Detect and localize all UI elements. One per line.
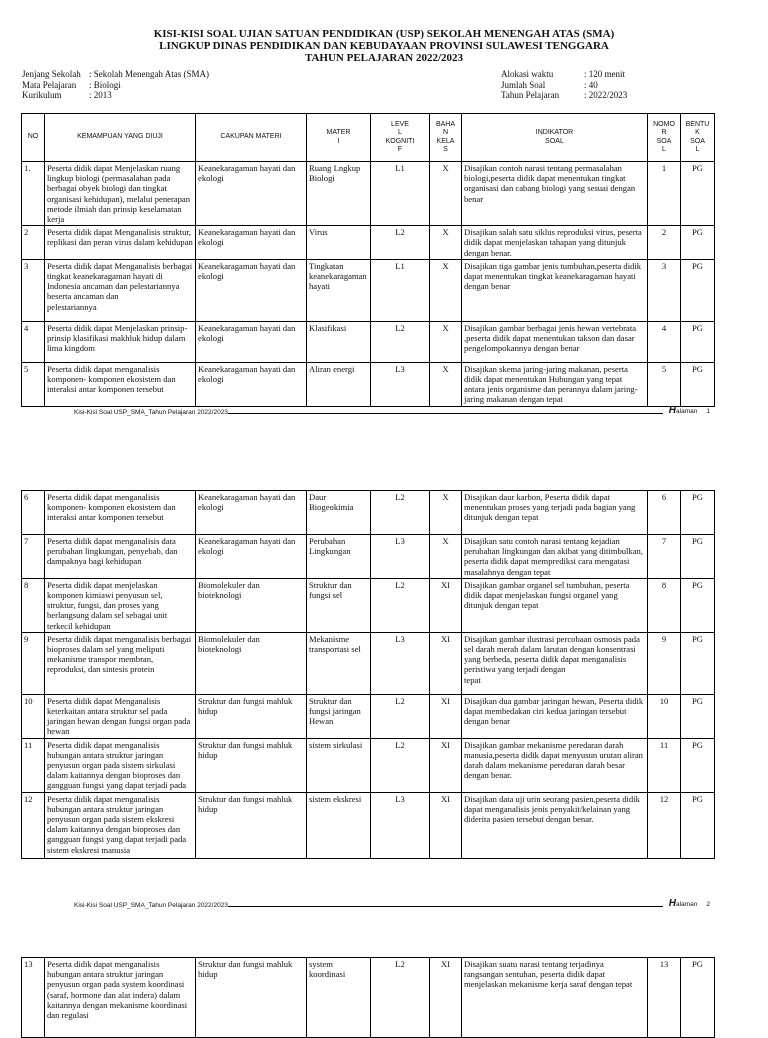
cell-kelas: X: [430, 491, 462, 535]
col-header-no: NO: [22, 114, 45, 162]
cell-no: 13: [22, 958, 45, 1038]
cell-kemampuan: Peserta didik dapat menganalisis data perubahan lingkungan, penyebab, dan dampaknya bagi kehidupan: [45, 535, 196, 579]
cell-level: L3: [371, 792, 430, 858]
col-header-materi: MATER I: [307, 114, 371, 162]
cell-nomor: 1: [648, 162, 681, 226]
cell-kelas: X: [430, 321, 462, 362]
cell-no: 12: [22, 792, 45, 858]
cell-bentuk: PG: [681, 632, 715, 694]
cell-indikator: Disajikan gambar organel sel tumbuhan, peserta didik dapat menjelaskan fungsi organel yang ditunjuk dengan tepat: [462, 578, 648, 632]
col-header-bahan-kelas: BAHA N KELA S: [430, 114, 462, 162]
cell-kemampuan: Peserta didik dapat menganalisis hubungan antara struktur jaringan penyusun organ pada sistem sirkulasi dalam kaitannya dengan bioproses dan gangguan fungsi yang dapat terjadi pada: [45, 738, 196, 792]
cell-bentuk: PG: [681, 226, 715, 260]
cell-kemampuan: Peserta didik dapat menganalisis komponen- komponen ekosistem dan interaksi antar komponen tersebut: [45, 362, 196, 406]
cell-kelas: X: [430, 362, 462, 406]
cell-level: L2: [371, 694, 430, 738]
cell-bentuk: PG: [681, 958, 715, 1038]
cell-level: L2: [371, 321, 430, 362]
cell-no: 6: [22, 491, 45, 535]
cell-cakupan: Keanekaragaman hayati dan ekologi: [196, 226, 307, 260]
cell-bentuk: PG: [681, 792, 715, 858]
col-header-nomor-soal: NOMO R SOA L: [648, 114, 681, 162]
cell-bentuk: PG: [681, 162, 715, 226]
footer-page-number: 1: [706, 408, 710, 415]
cell-no: 1.: [22, 162, 45, 226]
cell-materi: Struktur dan fungsi sel: [307, 578, 371, 632]
cell-level: L2: [371, 738, 430, 792]
cell-nomor: 10: [648, 694, 681, 738]
cell-indikator: Disajikan gambar berbagai jenis hewan vertebrata ,peserta didik dapat menentukan takson dan dasar pengelompokannya dengan benar: [462, 321, 648, 362]
cell-indikator: Disajikan skema jaring-jaring makanan, peserta didik dapat menentukan Hubungan yang tepat antara jenis organisme dan perannya dalam jaring-jaring makanan dengan tepat: [462, 362, 648, 406]
cell-kelas: X: [430, 226, 462, 260]
col-header-cakupan: CAKUPAN MATERI: [196, 114, 307, 162]
footer-page-label: Halaman 1: [668, 405, 710, 416]
meta-label: Jenjang Sekolah: [22, 69, 81, 79]
meta-label: Tahun Pelajaran: [501, 90, 560, 100]
table-row: [22, 259, 715, 321]
cell-nomor: 2: [648, 226, 681, 260]
table-header-row: [22, 114, 715, 162]
cell-nomor: 12: [648, 792, 681, 858]
cell-no: 11: [22, 738, 45, 792]
cell-nomor: 5: [648, 362, 681, 406]
cell-kelas: X: [430, 259, 462, 321]
table-row: [22, 362, 715, 406]
cell-materi: system koordinasi: [307, 958, 371, 1038]
cell-kemampuan: Peserta didik dapat menganalisis hubungan antara struktur jaringan penyusun organ pada sistem ekskresi dalam kaitannya dengan bioproses dan gangguan fungsi yang dapat terjadi pada sistem ekskresi manusia: [45, 792, 196, 858]
cell-kemampuan: Peserta didik dapat menganalisis hubungan antara struktur jaringan penyusun organ pada system koordinasi (saraf, hormone dan alat indera) dalam kaitannya dengan mekanisme koordinasi dan regulasi: [45, 958, 196, 1038]
footer-text: Kisi-Kisi Soal USP_SMA_Tahun Pelajaran 2022/2023: [74, 902, 228, 909]
table-row: [22, 162, 715, 226]
col-header-kemampuan: KEMAMPUAN YANG DIUJI: [45, 114, 196, 162]
footer-rule: [228, 412, 663, 414]
cell-indikator: Disajikan suatu narasi tentang terjadinya rangsangan sentuhan, peserta didik dapat menjelaskan mekanisme kerja saraf dengan tepat: [462, 958, 648, 1038]
cell-no: 2: [22, 226, 45, 260]
cell-cakupan: Struktur dan fungsi mahluk hidup: [196, 738, 307, 792]
meta-value: : 2022/2023: [584, 90, 628, 100]
cell-nomor: 4: [648, 321, 681, 362]
footer-text: Kisi-Kisi Soal USP_SMA_Tahun Pelajaran 2022/2023: [74, 409, 228, 416]
cell-level: L3: [371, 362, 430, 406]
cell-kelas: XI: [430, 694, 462, 738]
cell-nomor: 6: [648, 491, 681, 535]
cell-kelas: XI: [430, 958, 462, 1038]
table-row: [22, 535, 715, 579]
cell-materi: Klasifikasi: [307, 321, 371, 362]
kisi-kisi-table-page-3: [21, 957, 715, 1038]
cell-materi: Perubahan Lingkungan: [307, 535, 371, 579]
cell-cakupan: Keanekaragaman hayati dan ekologi: [196, 259, 307, 321]
cell-kelas: XI: [430, 792, 462, 858]
cell-bentuk: PG: [681, 491, 715, 535]
cell-materi: Tingkatan keanekaragaman hayati: [307, 259, 371, 321]
meta-label: Jumlah Soal: [501, 79, 546, 90]
cell-bentuk: PG: [681, 259, 715, 321]
meta-right: [501, 69, 627, 101]
cell-no: 7: [22, 535, 45, 579]
cell-no: 10: [22, 694, 45, 738]
table-row: [22, 694, 715, 738]
cell-nomor: 7: [648, 535, 681, 579]
meta-value: : 2013: [89, 90, 112, 100]
table-row: [22, 958, 715, 1038]
cell-cakupan: Biomolekuler dan bioteknologi: [196, 578, 307, 632]
table-row: [22, 792, 715, 858]
meta-left: [22, 69, 209, 101]
cell-no: 3: [22, 259, 45, 321]
table-row: [22, 738, 715, 792]
col-header-level: LEVE L KOGNITI F: [371, 114, 430, 162]
cell-nomor: 13: [648, 958, 681, 1038]
cell-kemampuan: Peserta didik dapat Menganalisis keterkaitan antara struktur sel pada jaringan hewan dengan fungsi organ pada hewan: [45, 694, 196, 738]
footer-page-label: Halaman 2: [668, 898, 710, 909]
meta-label: Alokasi waktu: [501, 69, 554, 79]
cell-materi: Mekanisme transportasi sel: [307, 632, 371, 694]
col-header-indikator: INDIKATOR SOAL: [462, 114, 648, 162]
cell-kemampuan: Peserta didik dapat Menganalisis berbagai tingkat keanekaragaman hayati di Indonesia ancaman dan pelestariannya beserta ancaman dan pelestariannya: [45, 259, 196, 321]
cell-materi: Aliran energi: [307, 362, 371, 406]
cell-level: L2: [371, 226, 430, 260]
cell-nomor: 8: [648, 578, 681, 632]
cell-cakupan: Keanekaragaman hayati dan ekologi: [196, 491, 307, 535]
page-footer-1: [74, 405, 710, 416]
table-row: [22, 578, 715, 632]
cell-indikator: Disajikan gambar ilustrasi percobaan osmosis pada sel darah merah dalam larutan dengan konsentrasi yang berbeda, peserta didik dapat menganalisis peristiwa yang terjadi dengan tepat: [462, 632, 648, 694]
cell-kemampuan: Peserta didik dapat Menjelaskan prinsip-prinsip klasifikasi makhluk hidup dalam lima kingdom: [45, 321, 196, 362]
cell-materi: sistem sirkulasi: [307, 738, 371, 792]
cell-kemampuan: Peserta didik dapat menjelaskan komponen kimiawi penyusun sel, struktur, fungsi, dan proses yang berlangsung dalam sel sebagai unit terkecil kehidupan: [45, 578, 196, 632]
meta-value: : 40: [584, 79, 598, 90]
cell-bentuk: PG: [681, 321, 715, 362]
table-row: [22, 491, 715, 535]
doc-title-line-3: TAHUN PELAJARAN 2022/2023: [304, 52, 464, 64]
cell-level: L2: [371, 958, 430, 1038]
cell-cakupan: Struktur dan fungsi mahluk hidup: [196, 958, 307, 1038]
cell-materi: Virus: [307, 226, 371, 260]
cell-cakupan: Struktur dan fungsi mahluk hidup: [196, 792, 307, 858]
table-row: [22, 321, 715, 362]
cell-cakupan: Keanekaragaman hayati dan ekologi: [196, 162, 307, 226]
cell-nomor: 11: [648, 738, 681, 792]
kisi-kisi-table-page-2: [21, 490, 715, 859]
cell-materi: Struktur dan fungsi jaringan Hewan: [307, 694, 371, 738]
cell-cakupan: Keanekaragaman hayati dan ekologi: [196, 321, 307, 362]
table-row: [22, 226, 715, 260]
cell-kelas: X: [430, 535, 462, 579]
cell-kelas: XI: [430, 578, 462, 632]
cell-kemampuan: Peserta didik dapat menganalisis berbagai bioproses dalam sel yang meliputi mekanisme transpor membran, reproduksi, dan sintesis protein: [45, 632, 196, 694]
footer-page-number: 2: [706, 901, 710, 908]
cell-indikator: Disajikan gambar mekanisme peredaran darah manusia,peserta didik dapat menyusun urutan aliran darah dalam mekanisme peredaran darah besar dengan benar.: [462, 738, 648, 792]
cell-nomor: 9: [648, 632, 681, 694]
meta-value: : Sekolah Menengah Atas (SMA): [89, 69, 209, 79]
cell-materi: Daur Biogeokimia: [307, 491, 371, 535]
cell-cakupan: Keanekaragaman hayati dan ekologi: [196, 362, 307, 406]
cell-level: L3: [371, 632, 430, 694]
doc-title-line-1: KISI-KISI SOAL UJIAN SATUAN PENDIDIKAN (USP) SEKOLAH MENENGAH ATAS (SMA): [153, 28, 615, 40]
cell-materi: sistem ekskresi: [307, 792, 371, 858]
cell-kemampuan: Peserta didik dapat Menganalisis struktur, replikasi dan peran virus dalam kehidupan: [45, 226, 196, 260]
cell-bentuk: PG: [681, 738, 715, 792]
cell-indikator: Disajikan contoh narasi tentang permasalahan biologi,peserta didik dapat menentukan tingkat organisasi dan cabang biologi yang sesuai dengan benar: [462, 162, 648, 226]
doc-title-line-2: LINGKUP DINAS PENDIDIKAN DAN KEBUDAYAAN PROVINSI SULAWESI TENGGARA: [159, 40, 609, 52]
cell-level: L1: [371, 259, 430, 321]
cell-kemampuan: Peserta didik dapat Menjelaskan ruang lingkup biologi (permasalahan pada berbagai obyek biologi dan tingkat organisasi kehidupan), melalui penerapan metode ilmiah dan prinsip keselamatan kerja: [45, 162, 196, 226]
cell-no: 4: [22, 321, 45, 362]
cell-bentuk: PG: [681, 694, 715, 738]
cell-indikator: Disajikan data uji urin seorang pasien,peserta didik dapat menganalisis jenis penyakit/kelainan yang diderita pasien tersebut dengan benar.: [462, 792, 648, 858]
meta-label: Mata Pelajaran: [22, 79, 77, 90]
cell-indikator: Disajikan tiga gambar jenis tumbuhan,peserta didik dapat menentukan tingkat keanekaragaman hayati dengan benar: [462, 259, 648, 321]
cell-bentuk: PG: [681, 578, 715, 632]
meta-value: : 120 menit: [584, 69, 625, 79]
meta-label: Kurikulum: [22, 90, 62, 100]
cell-indikator: Disajikan dua gambar jaringan hewan, Peserta didik dapat membedakan ciri kedua jaringan tersebut dengan benar: [462, 694, 648, 738]
cell-bentuk: PG: [681, 362, 715, 406]
page-footer-2: [74, 898, 710, 909]
cell-kelas: X: [430, 162, 462, 226]
cell-no: 5: [22, 362, 45, 406]
cell-level: L3: [371, 535, 430, 579]
cell-kemampuan: Peserta didik dapat menganalisis komponen- komponen ekosistem dan interaksi antar komponen tersebut: [45, 491, 196, 535]
cell-indikator: Disajikan satu contoh narasi tentang kejadian perubahan lingkungan dan akibat yang ditimbulkan, peserta didik dapat memprediksi cara mengatasi masalahnya dengan tepat: [462, 535, 648, 579]
cell-kelas: XI: [430, 632, 462, 694]
cell-indikator: Disajikan daur karbon, Peserta didik dapat menentukan proses yang terjadi pada bagian yang ditunjuk dengan tepat: [462, 491, 648, 535]
footer-rule: [228, 905, 663, 907]
col-header-bentuk-soal: BENTU K SOA L: [681, 114, 715, 162]
kisi-kisi-table-page-1: [21, 113, 715, 407]
cell-nomor: 3: [648, 259, 681, 321]
cell-indikator: Disajikan salah satu siklus reproduksi virus, peserta didik dapat menjelaskan tahapan yang ditunjuk dengan benar.: [462, 226, 648, 260]
cell-level: L2: [371, 578, 430, 632]
table-row: [22, 632, 715, 694]
cell-cakupan: Struktur dan fungsi mahluk hidup: [196, 694, 307, 738]
cell-materi: Ruang Lngkup Biologi: [307, 162, 371, 226]
cell-kelas: XI: [430, 738, 462, 792]
cell-no: 9: [22, 632, 45, 694]
cell-level: L2: [371, 491, 430, 535]
cell-no: 8: [22, 578, 45, 632]
cell-level: L1: [371, 162, 430, 226]
cell-cakupan: Keanekaragaman hayati dan ekologi: [196, 535, 307, 579]
cell-bentuk: PG: [681, 535, 715, 579]
meta-value: : Biologi: [89, 79, 121, 90]
cell-cakupan: Biomolekuler dan bioteknologi: [196, 632, 307, 694]
